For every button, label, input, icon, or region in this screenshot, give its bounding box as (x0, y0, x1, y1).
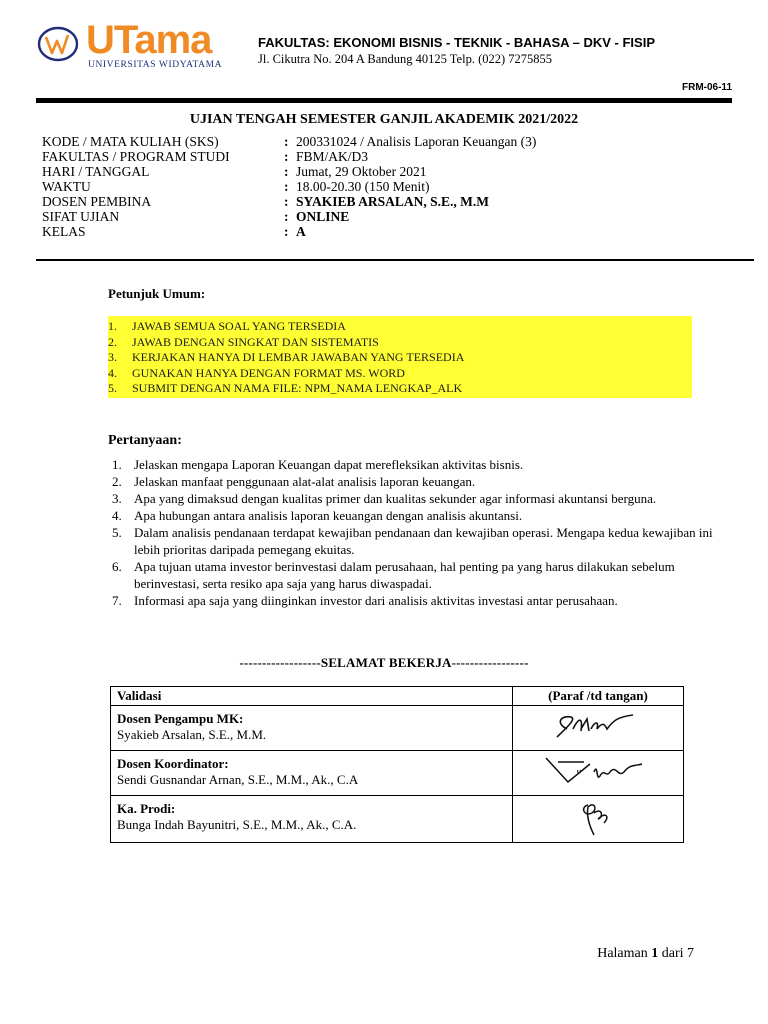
list-item: 1. JAWAB SEMUA SOAL YANG TERSEDIA (108, 319, 346, 333)
page-number: Halaman 1 dari 7 (597, 946, 694, 961)
info-label: KELAS (42, 224, 86, 239)
header-validasi: Validasi (111, 687, 513, 706)
total-pages: 7 (687, 946, 694, 961)
question-item: 1. Jelaskan mengapa Laporan Keuangan dapat merefleksikan aktivitas bisnis. (112, 457, 524, 472)
role-label: Dosen Pengampu MK: (117, 711, 244, 726)
faculty-heading: FAKULTAS: EKONOMI BISNIS - TEKNIK - BAHASA – DKV - FISIP (258, 35, 655, 50)
question-item: 6. Apa tujuan utama investor berinvestasi dalam perusahaan, hal penting pa yang harus dilakukan sebelum berinvestasi, serta resiko apa saja yang harus diwaspadai. (112, 559, 675, 591)
header-divider (36, 98, 732, 103)
person-name: Syakieb Arsalan, S.E., M.M. (117, 727, 267, 742)
person-name: Sendi Gusnandar Arnan, S.E., M.M., Ak., C.A (117, 772, 359, 787)
role-label: Ka. Prodi: (117, 801, 176, 816)
instructions-list (108, 319, 465, 397)
info-colon: : (284, 179, 289, 194)
question-item: 3. Apa yang dimaksud dengan kualitas primer dan kualitas sekunder agar informasi akuntansi berguna. (112, 491, 657, 506)
info-value: ONLINE (296, 209, 350, 224)
university-logo (34, 18, 234, 74)
table-header-row (111, 687, 684, 706)
signature-icon (543, 707, 653, 745)
signature-cell (513, 751, 684, 796)
info-row (42, 149, 536, 164)
info-label: WAKTU (42, 179, 91, 194)
question-item: 5. Dalam analisis pendanaan terdapat kewajiban pendanaan dan kewajiban operasi. Mengapa kedua kewajiban ini lebih prioritas daripada pemegang ekuitas. (112, 525, 713, 557)
info-value: Jumat, 29 Oktober 2021 (296, 164, 427, 179)
info-value: FBM/AK/D3 (296, 149, 369, 164)
signature-icon (558, 797, 638, 837)
info-label: FAKULTAS / PROGRAM STUDI (42, 149, 230, 164)
table-row (111, 706, 684, 751)
info-row (42, 134, 536, 149)
info-label: DOSEN PEMBINA (42, 194, 152, 209)
instructions-heading: Petunjuk Umum: (108, 286, 206, 301)
table-row (111, 796, 684, 843)
info-row (42, 164, 536, 179)
info-colon: : (284, 149, 289, 164)
exam-info-block (42, 134, 536, 239)
info-colon: : (284, 194, 289, 209)
info-value: 200331024 / Analisis Laporan Keuangan (3) (296, 134, 537, 149)
signature-icon (538, 752, 658, 790)
question-item: 4. Apa hubungan antara analisis laporan keuangan dengan analisis akuntansi. (112, 508, 523, 523)
validation-table (110, 686, 684, 843)
list-item: 2. JAWAB DENGAN SINGKAT DAN SISTEMATIS (108, 334, 379, 349)
signature-cell (513, 706, 684, 751)
info-colon: : (284, 209, 289, 224)
info-value: SYAKIEB ARSALAN, S.E., M.M (296, 194, 490, 209)
current-page: 1 (651, 946, 659, 961)
info-label: KODE / MATA KULIAH (SKS) (42, 134, 219, 149)
closing-line: ------------------SELAMAT BEKERJA----------------- (239, 655, 529, 670)
info-row (42, 194, 536, 209)
questions-heading: Pertanyaan: (108, 433, 182, 448)
person-name: Bunga Indah Bayunitri, S.E., M.M., Ak., C.A. (117, 817, 357, 832)
info-colon: : (284, 164, 289, 179)
logo-wordmark: UTama (86, 18, 212, 62)
form-code: FRM-06-11 (681, 82, 732, 93)
info-value: A (296, 224, 306, 239)
info-label: HARI / TANGGAL (42, 164, 150, 179)
question-item: 7. Informasi apa saja yang diinginkan investor dari analisis aktivitas investasi antar perusahaan. (112, 593, 618, 608)
signature-cell (513, 796, 684, 843)
list-item: 4. GUNAKAN HANYA DENGAN FORMAT MS. WORD (108, 365, 405, 380)
address-line: Jl. Cikutra No. 204 A Bandung 40125 Telp. (022) 7275855 (258, 52, 553, 66)
info-row (42, 224, 536, 239)
list-item: 5. SUBMIT DENGAN NAMA FILE: NPM_NAMA LENGKAP_ALK (108, 381, 463, 395)
info-row (42, 209, 536, 224)
question-item: 2. Jelaskan manfaat penggunaan alat-alat analisis laporan keuangan. (112, 474, 476, 489)
info-value: 18.00-20.30 (150 Menit) (296, 179, 430, 194)
list-item: 3. KERJAKAN HANYA DI LEMBAR JAWABAN YANG TERSEDIA (108, 350, 465, 364)
questions-list (112, 456, 724, 609)
table-row (111, 751, 684, 796)
role-label: Dosen Koordinator: (117, 756, 229, 771)
info-colon: : (284, 134, 289, 149)
info-colon: : (284, 224, 289, 239)
header-paraf: (Paraf /td tangan) (513, 687, 684, 706)
logo-subtitle: UNIVERSITAS WIDYATAMA (88, 60, 223, 70)
info-row (42, 179, 536, 194)
info-divider (36, 259, 754, 261)
widyatama-w-icon (34, 24, 80, 64)
info-label: SIFAT UJIAN (42, 209, 120, 224)
exam-title: UJIAN TENGAH SEMESTER GANJIL AKADEMIK 2021/2022 (189, 112, 579, 127)
